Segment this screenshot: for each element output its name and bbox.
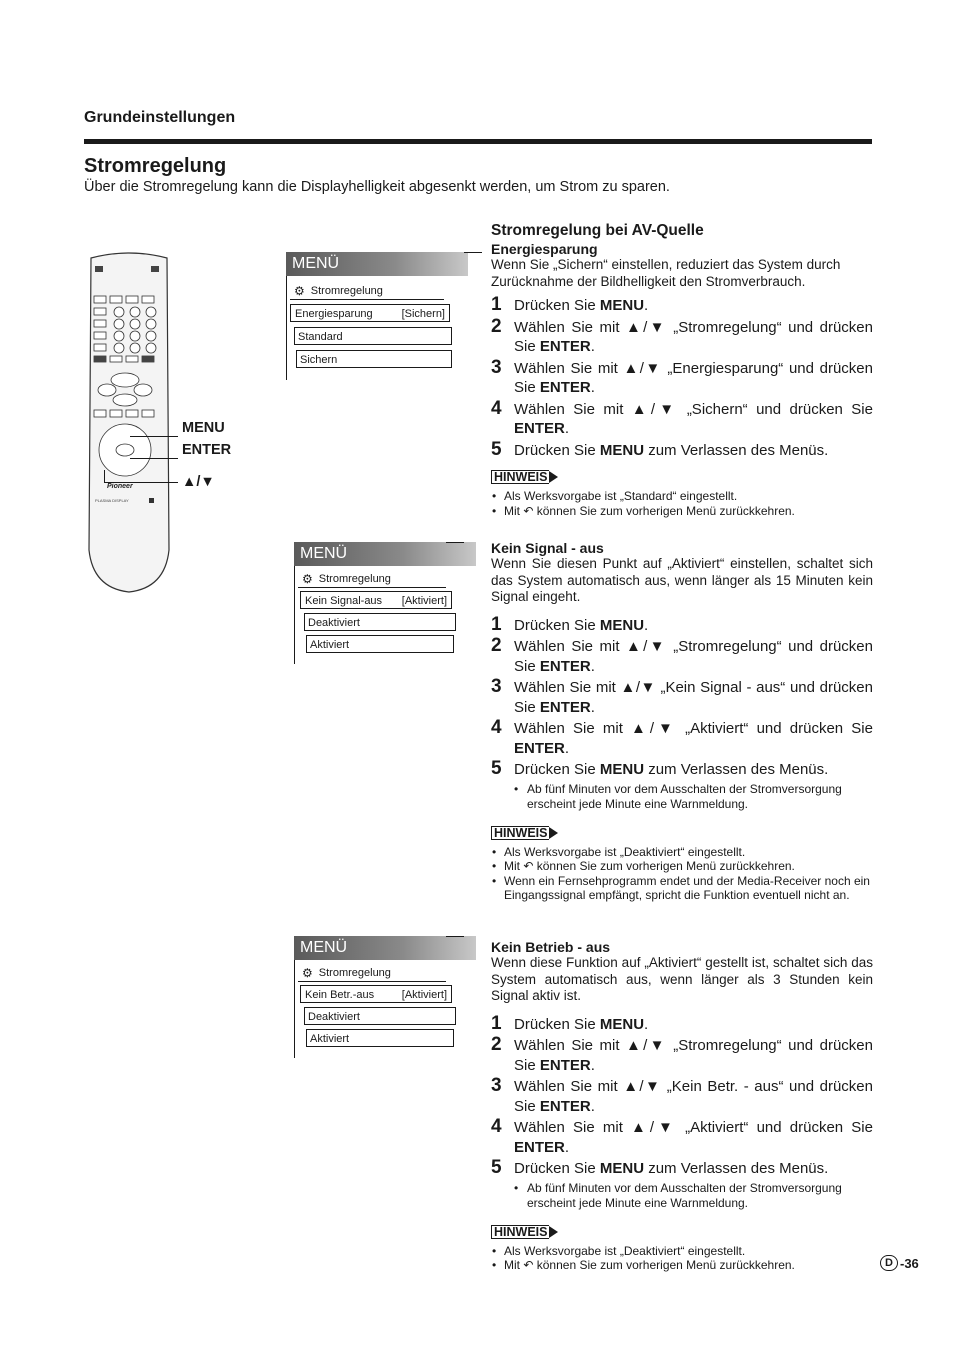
menu-setting-value: [Aktiviert] [401, 989, 447, 1001]
note-item: • Als Werksvorgabe ist „Deaktiviert“ eingestellt. [491, 1244, 873, 1259]
menu-setting-label: Energiesparung [295, 308, 373, 320]
menu-setting-row [300, 591, 452, 609]
note-item: • Als Werksvorgabe ist „Deaktiviert“ eingestellt. [491, 845, 873, 860]
enter-callout: ENTER [182, 442, 232, 458]
section-title: Kein Betrieb - aus [491, 939, 611, 955]
step-item: 1 Drücken Sie MENU. [491, 613, 649, 635]
steps-list [491, 1012, 873, 1179]
menu-setting-value: [Aktiviert] [401, 595, 447, 607]
hinweis-label: HINWEIS [491, 826, 558, 840]
note-item: • Mit ↶ können Sie zum vorherigen Menü zurückkehren. [491, 859, 873, 874]
menu-option: Deaktiviert [304, 1007, 456, 1025]
step-item: 3 Wählen Sie mit ▲/▼ „Kein Betr. - aus“ und drücken Sie ENTER. [491, 1075, 873, 1115]
page-number [880, 1255, 919, 1271]
av-heading: Stromregelung bei AV-Quelle [491, 222, 704, 239]
menu-option: Deaktiviert [304, 613, 456, 631]
menu-item-row [290, 282, 444, 300]
step-item: 5 Drücken Sie MENU zum Verlassen des Menüs. [491, 1157, 829, 1178]
menu-setting-value: [Sichern] [401, 308, 445, 320]
updown-callout-line [104, 482, 178, 483]
enter-callout-line [130, 458, 178, 459]
return-icon: ↶ [523, 503, 534, 518]
step-item: 1 Drücken Sie MENU. [491, 1012, 649, 1034]
menu-setting-row [290, 304, 450, 322]
menu-screenshot-kein-betrieb [294, 936, 476, 1058]
notes-list [491, 845, 873, 903]
step-item: 5 Drücken Sie MENU zum Verlassen des Menüs. [491, 438, 829, 460]
remote-control-illustration [85, 250, 173, 595]
section-description: Wenn Sie „Sichern“ einstellen, reduziert das System durch Zurücknahme der Bildhelligkeit den Stromverbrauch. [491, 257, 841, 289]
updown-callout-stem [104, 470, 105, 482]
steps-list [491, 613, 873, 780]
menu-item-row [298, 964, 446, 982]
menu-item-label: Stromregelung [318, 572, 391, 585]
menu-title: MENÜ [294, 542, 476, 566]
section-title: Energiesparung [491, 241, 598, 257]
notes-list [491, 489, 873, 518]
menu-item-row [298, 570, 446, 588]
menu-title: MENÜ [294, 936, 476, 960]
step-item: 5 Drücken Sie MENU zum Verlassen des Menüs. [491, 758, 829, 779]
return-icon: ↶ [523, 859, 534, 873]
intro-text: Über die Stromregelung kann die Displayhelligkeit abgesenkt werden, um Strom zu sparen. [84, 179, 670, 195]
note-item: • Mit ↶ können Sie zum vorherigen Menü zurückkehren. [491, 1258, 873, 1273]
menu-option: Standard [294, 327, 452, 345]
section-title: Kein Signal - aus [491, 540, 604, 556]
step-warning-note: • Ab fünf Minuten vor dem Ausschalten der Stromversorgung erscheint jede Minute eine Warnmeldung. [491, 782, 873, 812]
section-energiesparung [491, 241, 873, 518]
section-label: Grundeinstellungen [84, 109, 236, 126]
step-item: 4 Wählen Sie mit ▲/▼ „Sichern“ und drücken Sie ENTER. [491, 397, 873, 437]
section-description: Wenn diese Funktion auf „Aktiviert“ gestellt ist, schaltet sich das System automatisch aus, wenn länger als 3 Stunden kein Signal aktiv ist. [491, 955, 873, 1003]
section-kein-signal [491, 540, 873, 903]
remote-model-text: PLASMA DISPLAY [95, 498, 129, 503]
note-item: • Wenn ein Fernsehprogramm endet und der Media-Receiver noch ein Eingangssignal empfängt, spricht die Funktion eventuell nicht an. [491, 874, 873, 903]
step-item: 4 Wählen Sie mit ▲/▼ „Aktiviert“ und drücken Sie ENTER. [491, 1116, 873, 1156]
notes-list [491, 1244, 873, 1273]
menu-option-selected: Sichern [296, 350, 452, 368]
step-item: 2 Wählen Sie mit ▲/▼ „Stromregelung“ und drücken Sie ENTER. [491, 635, 873, 675]
menu-callout-line [130, 436, 178, 437]
note-item: • Mit ↶ können Sie zum vorherigen Menü zurückkehren. [491, 504, 873, 519]
section-description: Wenn Sie diesen Punkt auf „Aktiviert“ einstellen, schaltet sich das System automatisch aus, wenn länger als 15 Minuten kein Signal eingeht. [491, 556, 873, 604]
step-item: 2 Wählen Sie mit ▲/▼ „Stromregelung“ und drücken Sie ENTER. [491, 315, 873, 355]
menu-item-label: Stromregelung [318, 966, 391, 979]
remote-control-icon [85, 250, 173, 595]
menu-option-selected: Aktiviert [306, 1029, 454, 1047]
menu-setting-label: Kein Betr.-aus [305, 989, 375, 1001]
menu-callout: MENU [182, 420, 225, 436]
menu-setting-label: Kein Signal-aus [305, 595, 383, 607]
hinweis-label: HINWEIS [491, 470, 558, 484]
step-item: 1 Drücken Sie MENU. [491, 294, 649, 315]
power-control-icon: ⚙ [302, 965, 313, 980]
menu-screenshot-kein-signal [294, 542, 476, 664]
note-item: • Als Werksvorgabe ist „Standard“ eingestellt. [491, 489, 873, 504]
page-number-text: -36 [900, 1255, 919, 1271]
menu-option-selected: Aktiviert [306, 635, 454, 653]
section-kein-betrieb [491, 939, 873, 1273]
return-icon: ↶ [523, 1258, 534, 1272]
header-rule [84, 139, 872, 144]
menu-item-label: Stromregelung [310, 284, 383, 297]
remote-brand: Pioneer [107, 483, 133, 490]
language-badge: D [880, 1255, 898, 1271]
menu-title: MENÜ [286, 252, 468, 276]
page-title: Stromregelung [84, 155, 227, 177]
power-control-icon: ⚙ [302, 571, 313, 586]
step-item: 2 Wählen Sie mit ▲/▼ „Stromregelung“ und drücken Sie ENTER. [491, 1034, 873, 1074]
menu-setting-row [300, 985, 452, 1003]
steps-list [491, 296, 873, 460]
menu-screenshot-energiesparung [286, 252, 468, 380]
power-control-icon: ⚙ [294, 283, 305, 298]
step-item: 3 Wählen Sie mit ▲/▼ „Energiesparung“ und drücken Sie ENTER. [491, 356, 873, 396]
step-item: 4 Wählen Sie mit ▲/▼ „Aktiviert“ und drücken Sie ENTER. [491, 717, 873, 757]
step-warning-note: • Ab fünf Minuten vor dem Ausschalten der Stromversorgung erscheint jede Minute eine Warnmeldung. [491, 1181, 873, 1211]
updown-callout: ▲/▼ [182, 474, 215, 490]
hinweis-label: HINWEIS [491, 1225, 558, 1239]
step-item: 3 Wählen Sie mit ▲/▼ „Kein Signal - aus“ und drücken Sie ENTER. [491, 676, 873, 716]
